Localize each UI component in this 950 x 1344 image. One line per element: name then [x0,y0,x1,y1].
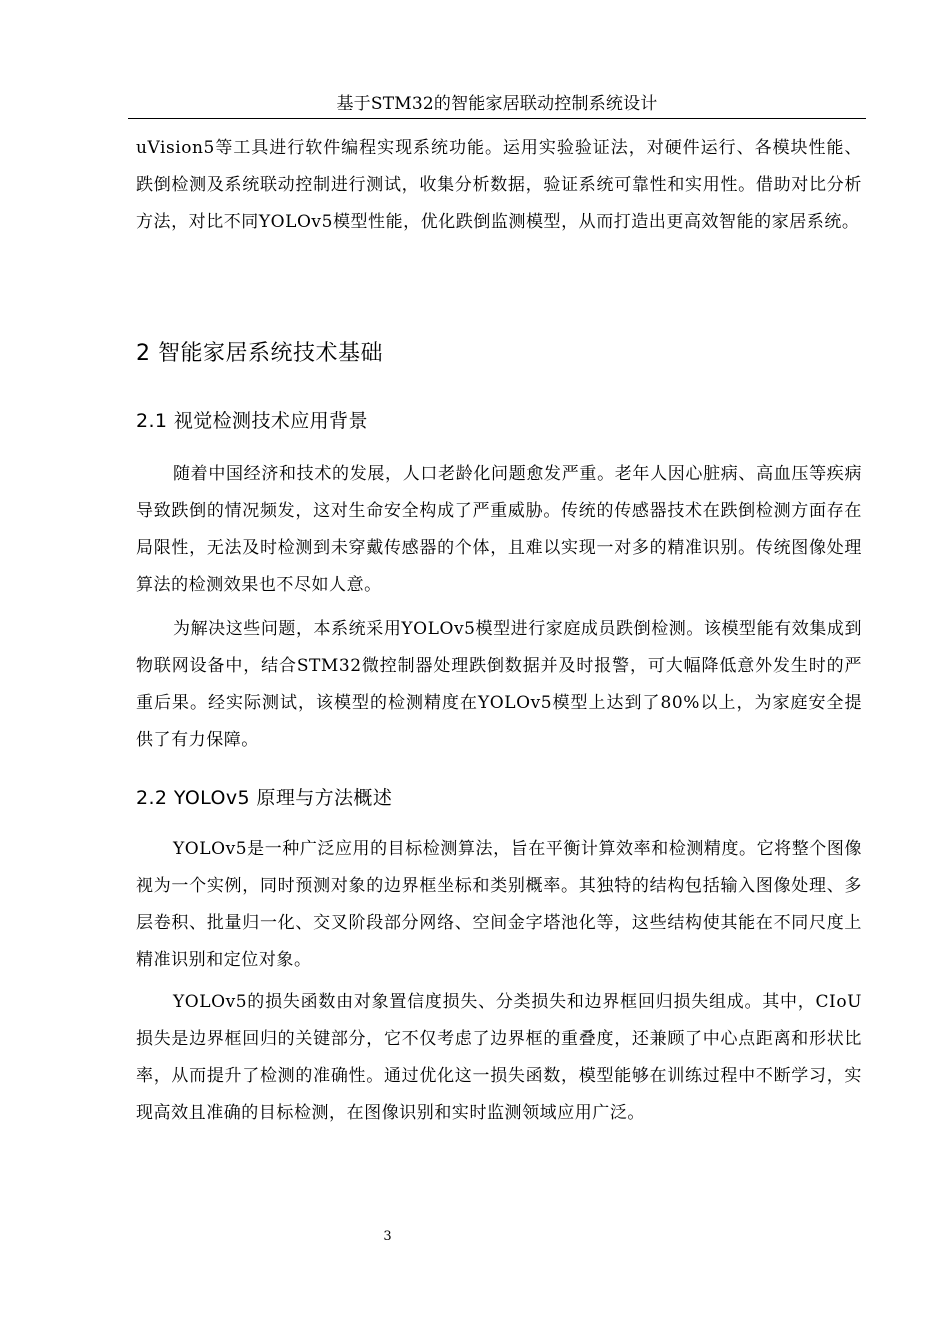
section-heading-2-2: 2.2 YOLOv5 原理与方法概述 [136,787,393,809]
header-divider [128,118,866,119]
paragraph-2-1-b: 为解决这些问题，本系统采用YOLOv5模型进行家庭成员跌倒检测。该模型能有效集成到物联网设备中，结合STM32微控制器处理跌倒数据并及时报警，可大幅降低意外发生时的严重后果。经实际测试，该模型的检测精度在YOLOv5模型上达到了80%以上，为家庭安全提供了有力保障。 [136,619,862,750]
running-header: 基于STM32的智能家居联动控制系统设计 [336,94,658,114]
paragraph-2-1-a: 随着中国经济和技术的发展，人口老龄化问题愈发严重。老年人因心脏病、高血压等疾病导致跌倒的情况频发，这对生命安全构成了严重威胁。传统的传感器技术在跌倒检测方面存在局限性，无法及时检测到未穿戴传感器的个体，且难以实现一对多的精准识别。传统图像处理算法的检测效果也不尽如人意。 [136,464,862,595]
section-heading-2-1: 2.1 视觉检测技术应用背景 [136,410,368,432]
intro-paragraph: uVision5等工具进行软件编程实现系统功能。运用实验验证法，对硬件运行、各模块性能、跌倒检测及系统联动控制进行测试，收集分析数据，验证系统可靠性和实用性。借助对比分析方法，对比不同YOLOv5模型性能，优化跌倒监测模型，从而打造出更高效智能的家居系统。 [136,138,862,232]
chapter-heading: 2 智能家居系统技术基础 [136,341,383,366]
paragraph-2-2-a: YOLOv5是一种广泛应用的目标检测算法，旨在平衡计算效率和检测精度。它将整个图像视为一个实例，同时预测对象的边界框坐标和类别概率。其独特的结构包括输入图像处理、多层卷积、批量归一化、交叉阶段部分网络、空间金字塔池化等，这些结构使其能在不同尺度上精准识别和定位对象。 [136,839,862,970]
paragraph-2-2-b: YOLOv5的损失函数由对象置信度损失、分类损失和边界框回归损失组成。其中，CIoU损失是边界框回归的关键部分，它不仅考虑了边界框的重叠度，还兼顾了中心点距离和形状比率，从而提升了检测的准确性。通过优化这一损失函数，模型能够在训练过程中不断学习，实现高效且准确的目标检测，在图像识别和实时监测领域应用广泛。 [136,992,862,1123]
page-number: 3 [383,1229,392,1244]
